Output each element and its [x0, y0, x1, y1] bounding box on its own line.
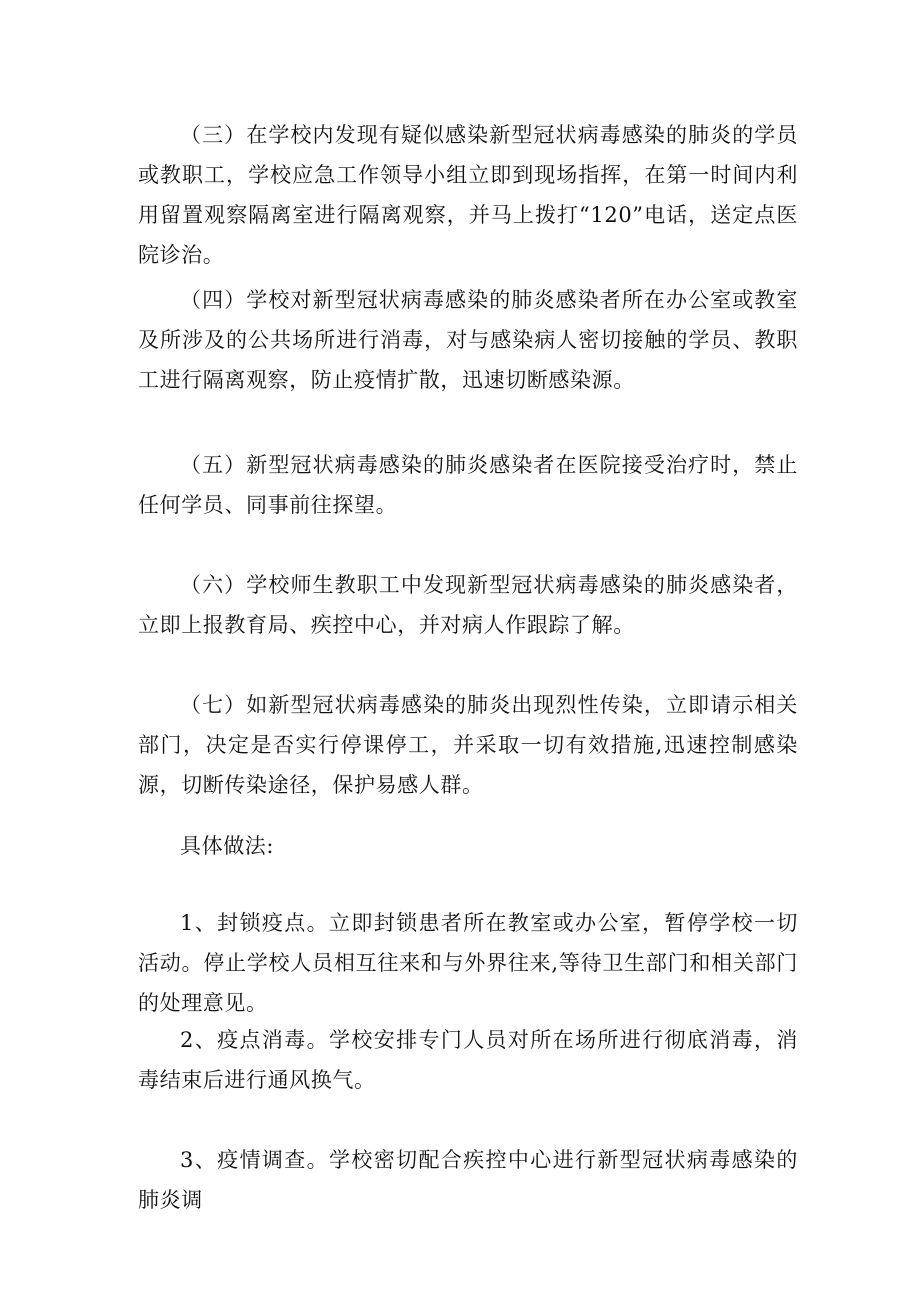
paragraph-six: （六）学校师生教职工中发现新型冠状病毒感染的肺炎感染者，立即上报教育局、疾控中心，并对病人作跟踪了解。 — [138, 573, 798, 637]
measure-item-2: 2、疫点消毒。学校安排专门人员对所在场所进行彻底消毒，消毒结束后进行通风换气。 — [138, 1028, 798, 1092]
paragraph-seven: （七）如新型冠状病毒感染的肺炎出现烈性传染，立即请示相关部门，决定是否实行停课停工，并采取一切有效措施,迅速控制感染源，切断传染途径，保护易感人群。 — [138, 693, 798, 797]
measures-heading: 具体做法: — [180, 834, 275, 858]
measure-item-1: 1、封锁疫点。立即封锁患者所在教室或办公室，暂停学校一切活动。停止学校人员相互往来和与外界往来,等待卫生部门和相关部门的处理意见。 — [138, 911, 798, 1015]
paragraph-four: （四）学校对新型冠状病毒感染的肺炎感染者所在办公室或教室及所涉及的公共场所进行消毒，对与感染病人密切接触的学员、教职工进行隔离观察，防止疫情扩散，迅速切断感染源。 — [138, 288, 798, 392]
paragraph-three: （三）在学校内发现有疑似感染新型冠状病毒感染的肺炎的学员或教职工，学校应急工作领导小组立即到现场指挥，在第一时间内利用留置观察隔离室进行隔离观察，并马上拨打“120”电话，送定点医院诊治。 — [138, 123, 798, 267]
measure-item-3: 3、疫情调查。学校密切配合疾控中心进行新型冠状病毒感染的肺炎调 — [138, 1148, 798, 1212]
paragraph-five: （五）新型冠状病毒感染的肺炎感染者在医院接受治疗时，禁止任何学员、同事前往探望。 — [138, 453, 798, 517]
